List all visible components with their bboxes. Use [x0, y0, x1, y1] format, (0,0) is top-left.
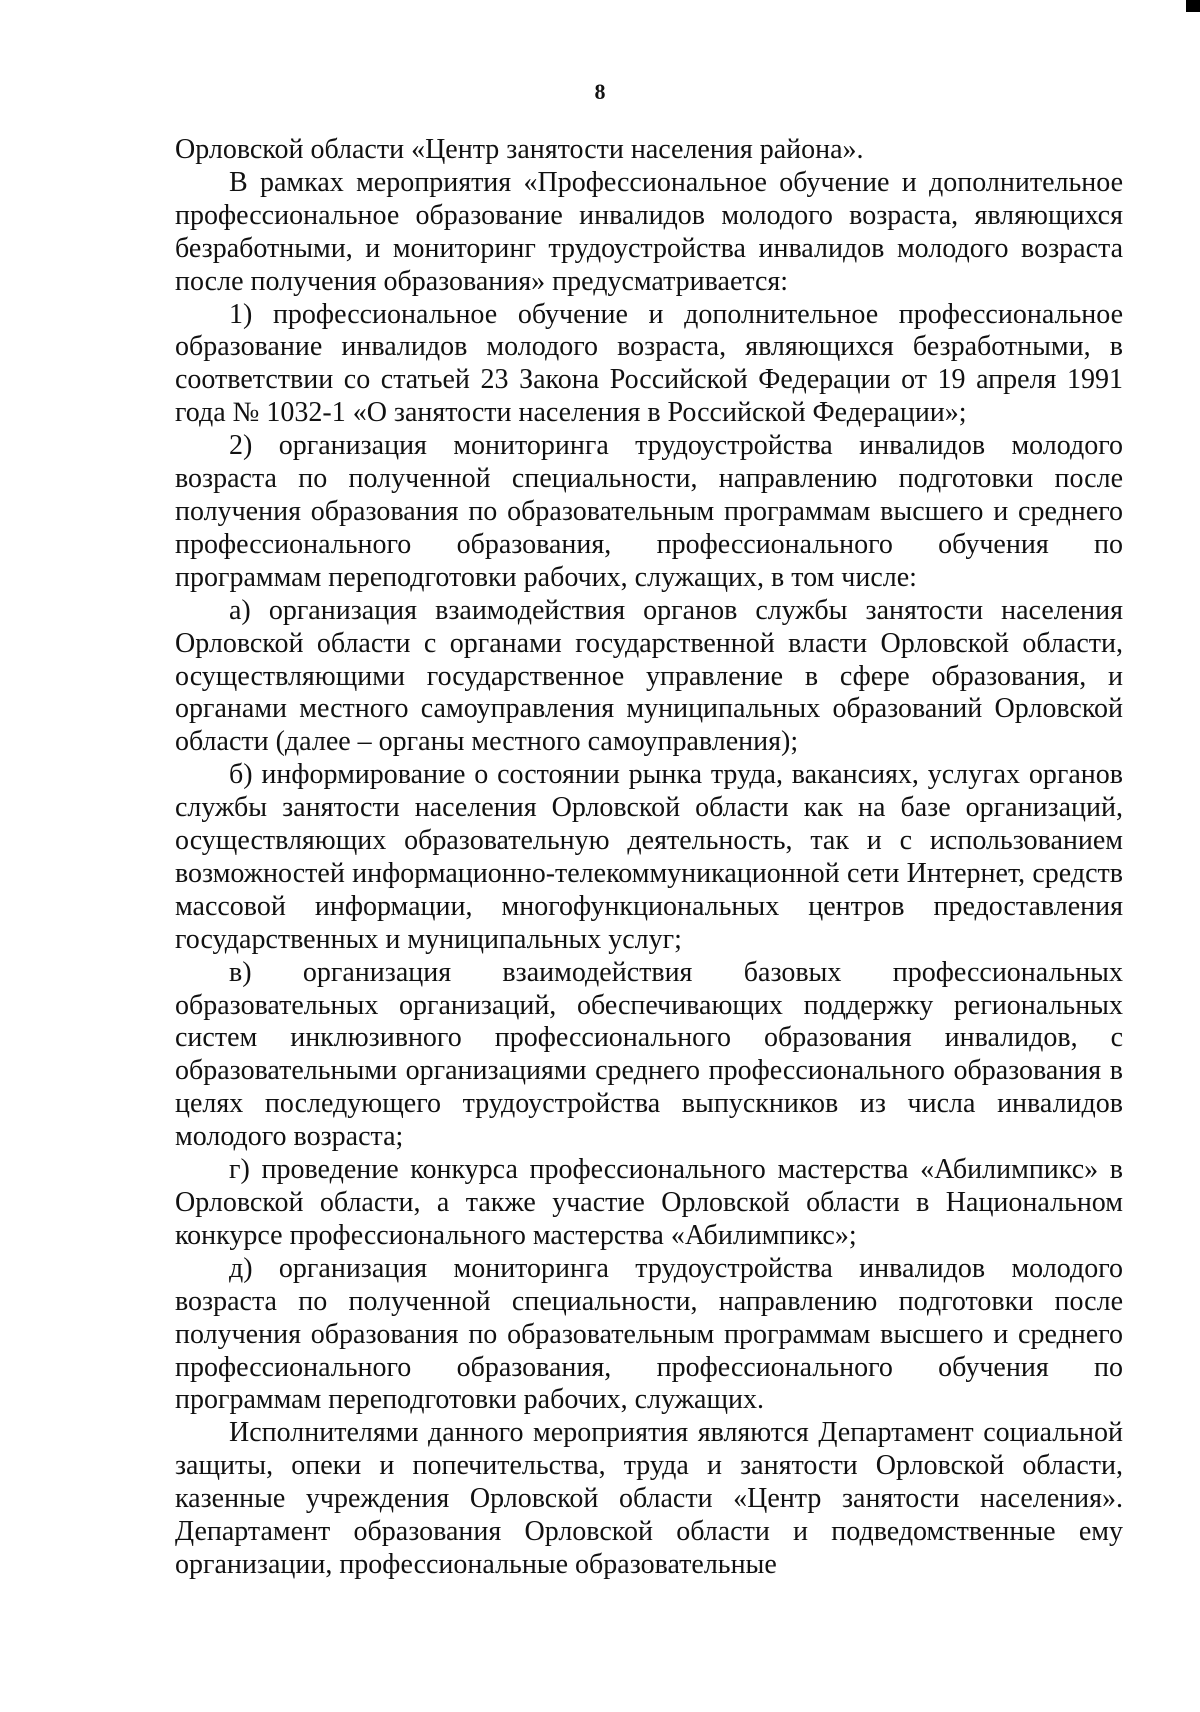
paragraph-subitem-d: д) организация мониторинга трудоустройства инвалидов молодого возраста по полученной специальности, направлению подготовки после получения образования по образовательным программам высшего и среднего профессионального образования, профессионального обучения по программам переподготовки рабочих, служащих. [175, 1252, 1123, 1416]
paragraph-intro: В рамках мероприятия «Профессиональное обучение и дополнительное профессиональное образование инвалидов молодого возраста, являющихся безработными, и мониторинг трудоустройства инвалидов молодого возраста после получения образования» предусматривается: [175, 166, 1123, 297]
paragraph-executors: Исполнителями данного мероприятия являются Департамент социальной защиты, опеки и попечительства, труда и занятости Орловской области, казенные учреждения Орловской области «Центр занятости населения». Департамент образования Орловской области и подведомственные ему организации, профессиональные образовательные [175, 1417, 1123, 1580]
document-body [175, 134, 1123, 1582]
scan-edge-mark [1186, 0, 1200, 12]
paragraph-item-2: 2) организация мониторинга трудоустройства инвалидов молодого возраста по полученной специальности, направлению подготовки после получения образования по образовательным программам высшего и среднего профессионального образования, профессионального обучения по программам переподготовки рабочих, служащих, в том числе: [175, 430, 1123, 593]
paragraph-subitem-a: а) организация взаимодействия органов службы занятости населения Орловской области с органами государственной власти Орловской области, осуществляющими государственное управление в сфере образования, и органами местного самоуправления муниципальных образований Орловской области (далее – органы местного самоуправления); [175, 594, 1123, 758]
paragraph-continuation: Орловской области «Центр занятости населения района». [175, 134, 864, 165]
paragraph-item-1: 1) профессиональное обучение и дополнительное профессиональное образование инвалидов молодого возраста, являющихся безработными, в соответствии со статьей 23 Закона Российской Федерации от 19 апреля 1991 года № 1032-1 «О занятости населения в Российской Федерации»; [175, 298, 1123, 429]
page-number: 8 [594, 79, 606, 104]
paragraph-subitem-g: г) проведение конкурса профессионального мастерства «Абилимпикс» в Орловской области, а также участие Орловской области в Национальном конкурсе профессионального мастерства «Абилимпикс»; [175, 1154, 1123, 1251]
paragraph-subitem-b: б) информирование о состоянии рынка труда, вакансиях, услугах органов службы занятости населения Орловской области как на базе организаций, осуществляющих образовательную деятельность, так и с использованием возможностей информационно-телекоммуникационной сети Интернет, средств массовой информации, многофункциональных центров предоставления государственных и муниципальных услуг; [175, 759, 1123, 955]
paragraph-subitem-v: в) организация взаимодействия базовых профессиональных образовательных организаций, обеспечивающих поддержку региональных систем инклюзивного профессионального образования инвалидов, с образовательными организациями среднего профессионального образования в целях последующего трудоустройства выпускников из числа инвалидов молодого возраста; [175, 956, 1123, 1153]
